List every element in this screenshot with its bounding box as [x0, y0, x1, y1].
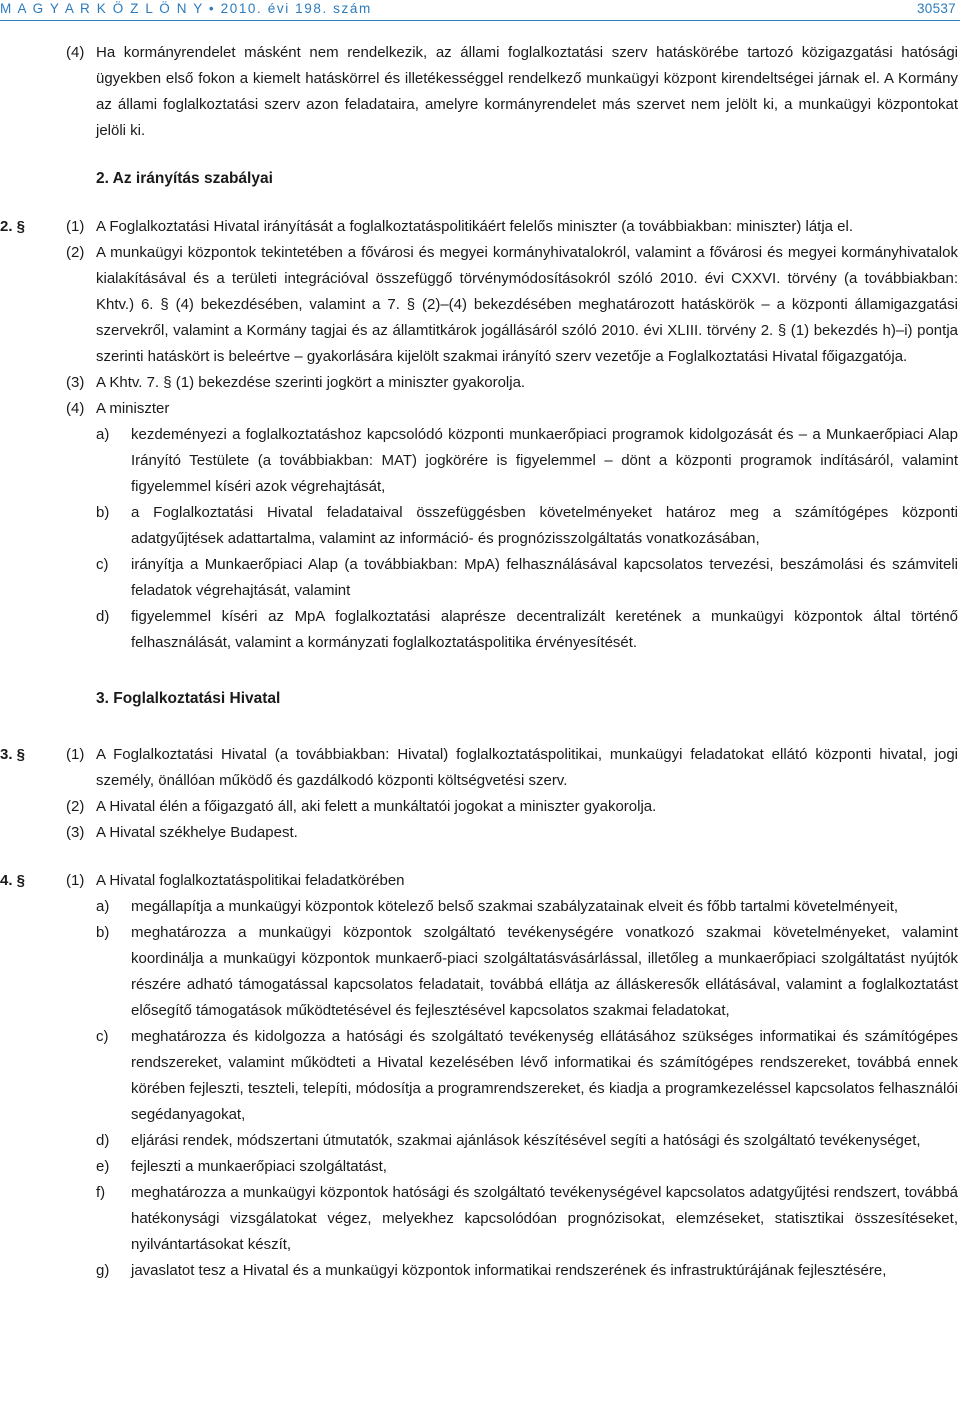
item-text: meghatározza a munkaügyi központok hatósági és szolgáltató tevékenységével kapcsolatos adatgyűjtési rendszert, továbbá hatékonysági vizsgálatokat végez, melyekhez kapcsolódóan prognózisokat, elemzéseket, statisztikai összesítéseket, nyilvántartásokat készít,	[131, 1184, 958, 1253]
paragraph-3-2	[0, 794, 958, 820]
section-number: 2. §	[0, 218, 26, 235]
paragraph-text: A Hivatal székhelye Budapest.	[96, 824, 298, 841]
section-number: 4. §	[0, 872, 26, 889]
paragraph-number: (1)	[66, 872, 85, 889]
item-label: a)	[96, 426, 110, 443]
list-item-4-1-d	[0, 1128, 958, 1154]
heading-section-2: 2. Az irányítás szabályai	[96, 170, 273, 187]
list-item-4-1-a	[0, 894, 958, 920]
list-item-2-4-a	[0, 422, 958, 500]
list-item-4-1-g	[0, 1258, 958, 1284]
paragraph-number: (2)	[66, 798, 85, 815]
paragraph-1-4	[0, 40, 958, 144]
journal-title: M A G Y A R K Ö Z L Ö N Y • 2010. évi 198. szám	[0, 1, 372, 16]
paragraph-number: (3)	[66, 824, 85, 841]
item-text: meghatározza a munkaügyi központok szolgáltató tevékenységére vonatkozó szakmai követelményeket, valamint koordinálja a munkaügyi központok munkaerő-piaci szolgáltatásvásárlással, illetőleg a munkaerőpiaci szolgáltatást nyújtók részére adható támogatással kapcsolatos feladatait, továbbá ellátja az álláskeresők ellátásával, valamint a foglalkoztatást elősegítő támogatások működtetésével és fejlesztésével kapcsolatos szakmai feladatokat,	[131, 924, 958, 1019]
item-label: a)	[96, 898, 110, 915]
paragraph-3-3	[0, 820, 958, 846]
paragraph-2-4	[0, 396, 958, 422]
paragraph-2-2	[0, 240, 958, 370]
paragraph-text: A Foglalkoztatási Hivatal (a továbbiakban: Hivatal) foglalkoztatáspolitikai, munkaügyi feladatokat ellátó központi hivatal, jogi személy, önállóan működő és gazdálkodó központi költségvetési szerv.	[96, 746, 958, 789]
document-body	[0, 40, 958, 1284]
item-text: figyelemmel kíséri az MpA foglalkoztatási alaprésze decentralizált keretének a munkaügyi központok által történő felhasználását, valamint a kormányzati foglalkoztatáspolitika érvényesítését.	[131, 608, 958, 651]
list-item-2-4-c	[0, 552, 958, 604]
section-number: 3. §	[0, 746, 26, 763]
item-label: b)	[96, 924, 110, 941]
page-number: 30537	[916, 1, 956, 16]
paragraph-text: Ha kormányrendelet másként nem rendelkezik, az állami foglalkoztatási szerv hatáskörébe tartozó közigazgatási hatósági ügyekben első fokon a kiemelt hatáskörrel és illetékességgel rendelkező munkaügyi központ kirendeltségei járnak el. A Kormány az állami foglalkoztatási szerv azon feladataira, amelyre kormányrendelet más szervet nem jelölt ki, a munkaügyi központokat jelöli ki.	[96, 44, 958, 139]
item-text: javaslatot tesz a Hivatal és a munkaügyi központok informatikai rendszerének és infrastruktúrájának fejlesztésére,	[131, 1262, 887, 1279]
paragraph-number: (4)	[66, 44, 85, 61]
item-label: b)	[96, 504, 110, 521]
paragraph-2-3	[0, 370, 958, 396]
item-label: g)	[96, 1262, 110, 1279]
item-label: d)	[96, 608, 110, 625]
list-item-4-1-c	[0, 1024, 958, 1128]
item-label: c)	[96, 1028, 109, 1045]
item-text: meghatározza és kidolgozza a hatósági és szolgáltató tevékenység ellátásához szükséges informatikai és számítógépes rendszereket, valamint működteti a Hivatal kezelésében lévő informatikai és számítógépes rendszereket, továbbá ennek körében fejleszti, teszteli, telepíti, módosítja a programrendszereket, és kiadja a programkezeléssel kapcsolatos felhasználói segédanyagokat,	[131, 1028, 958, 1123]
section-2	[0, 214, 958, 240]
paragraph-number: (4)	[66, 400, 85, 417]
item-text: eljárási rendek, módszertani útmutatók, szakmai ajánlások készítésével segíti a hatósági és szolgáltató tevékenységet,	[131, 1132, 921, 1149]
list-item-4-1-f	[0, 1180, 958, 1258]
list-item-4-1-e	[0, 1154, 958, 1180]
item-label: e)	[96, 1158, 110, 1175]
paragraph-text: A munkaügyi központok tekintetében a fővárosi és megyei kormányhivatalokról, valamint a fővárosi és megyei kormányhivatalok kialakításával és a területi integrációval összefüggő törvénymódosításokról szóló 2010. évi CXXVI. törvény (a továbbiakban: Khtv.) 6. § (4) bekezdésében, valamint a 7. § (2)–(4) bekezdésében meghatározott hatáskörök – a központi államigazgatási szervekről, valamint a Kormány tagjai és az államtitkárok jogállásáról szóló 2010. évi XLIII. törvény 2. § (1) bekezdés h)–i) pontja szerinti hatáskört is beleértve – gyakorlására kijelölt szakmai irányító szerv vezetője a Foglalkoztatási Hivatal főigazgatója.	[96, 244, 958, 365]
section-3	[0, 742, 958, 794]
paragraph-text: A miniszter	[96, 400, 170, 417]
paragraph-text: A Hivatal élén a főigazgató áll, aki felett a munkáltatói jogokat a miniszter gyakorolja.	[96, 798, 657, 815]
paragraph-number: (1)	[66, 218, 85, 235]
item-text: irányítja a Munkaerőpiaci Alap (a továbbiakban: MpA) felhasználásával kapcsolatos tervezési, beszámolási és számviteli feladatok végrehajtását, valamint	[131, 556, 958, 599]
item-label: c)	[96, 556, 109, 573]
paragraph-number: (2)	[66, 244, 85, 261]
list-item-4-1-b	[0, 920, 958, 1024]
page-header	[0, 0, 960, 21]
list-item-2-4-b	[0, 500, 958, 552]
item-label: f)	[96, 1184, 106, 1201]
list-item-2-4-d	[0, 604, 958, 656]
section-4	[0, 868, 958, 894]
heading-section-3: 3. Foglalkoztatási Hivatal	[96, 690, 281, 707]
item-text: megállapítja a munkaügyi központok kötelező belső szakmai szabályzatainak elveit és főbb tartalmi követelményeit,	[131, 898, 899, 915]
paragraph-text: A Khtv. 7. § (1) bekezdése szerinti jogkört a miniszter gyakorolja.	[96, 374, 526, 391]
item-text: fejleszti a munkaerőpiaci szolgáltatást,	[131, 1158, 387, 1175]
item-label: d)	[96, 1132, 110, 1149]
paragraph-text: A Foglalkoztatási Hivatal irányítását a foglalkoztatáspolitikáért felelős miniszter (a továbbiakban: miniszter) látja el.	[96, 218, 854, 235]
item-text: a Foglalkoztatási Hivatal feladataival összefüggésben követelményeket határoz meg a számítógépes központi adatgyűjtések adattartalma, valamint az információ- és prognózisszolgáltatás vonatkozásában,	[131, 504, 958, 547]
paragraph-number: (1)	[66, 746, 85, 763]
paragraph-text: A Hivatal foglalkoztatáspolitikai feladatkörében	[96, 872, 405, 889]
paragraph-number: (3)	[66, 374, 85, 391]
item-text: kezdeményezi a foglalkoztatáshoz kapcsolódó központi munkaerőpiaci programok kidolgozását és – a Munkaerőpiaci Alap Irányító Testülete (a továbbiakban: MAT) jogkörére is figyelemmel – dönt a központi programok indításáról, valamint figyelemmel kíséri azok végrehajtását,	[131, 426, 958, 495]
